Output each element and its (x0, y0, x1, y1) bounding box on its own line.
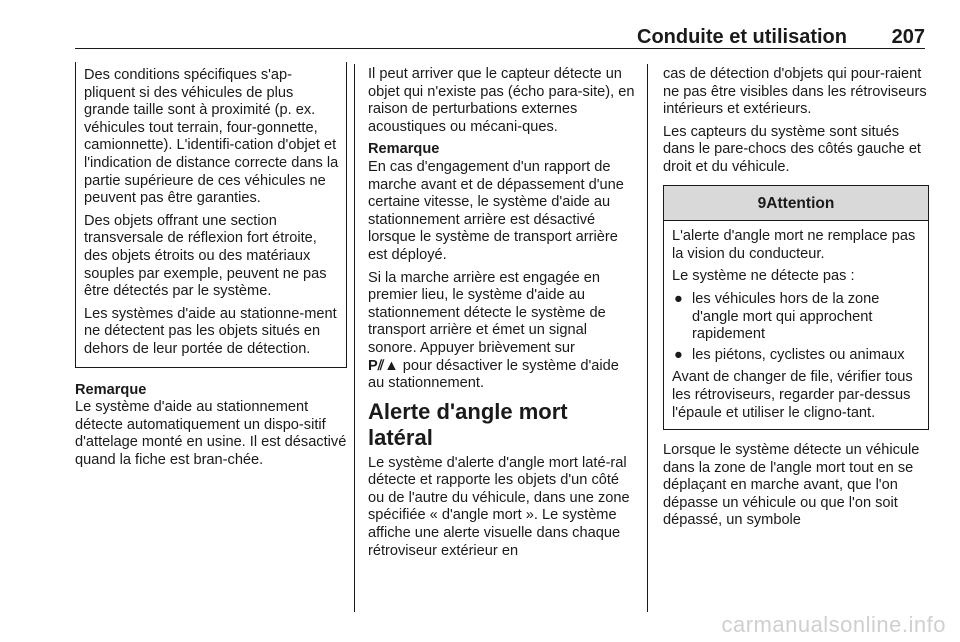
paragraph: Le système ne détecte pas : (672, 268, 855, 285)
warning-body (664, 221, 928, 429)
list-item-text: les piétons, cyclistes ou animaux (692, 346, 905, 363)
paragraph: Le système d'alerte d'angle mort laté-ral détecte et rapporte les objets d'un côté ou de l'autre du véhicule, dans une zone spécifiée « d'angle mort ». Le système affiche une alerte visuelle dans chaque rétroviseur extérieur en (368, 454, 630, 559)
paragraph: Des conditions spécifiques s'ap-pliquent si des véhicules de plus grande taille sont à proximité (p. ex. véhicules tout terrain, four-gonnette, camionnette). L'identifi-cation d'objet et l'indication de distance correcte dans la partie supérieure de ces véhicules ne peuvent pas être garanties. (84, 67, 339, 207)
paragraph: Il peut arriver que le capteur détecte un objet qui n'existe pas (écho para-site), en raison de perturbations externes acoustiques ou mécani-ques. (368, 66, 635, 135)
section-heading: Alerte d'angle mort latéral (368, 398, 568, 450)
paragraph: Les systèmes d'aide au stationne-ment ne détectent pas les objets situés en dehors de leur portée de détection. (84, 305, 337, 357)
remark-text: Le système d'aide au stationnement détecte automatiquement un dispo-sitif d'attelage monté en usine. Il est désactivé quand la fiche est bran-chée. (75, 399, 347, 468)
column-2 (368, 66, 638, 565)
paragraph: Avant de changer de file, vérifier tous les rétroviseurs, regarder par-dessus l'épaule et utiliser le cligno-tant. (672, 369, 913, 421)
page-number: 207 (891, 26, 925, 48)
warning-box (663, 185, 929, 431)
park-assist-icon: P⫽▲ (368, 357, 399, 374)
warning-icon: 9 (757, 194, 767, 212)
remark-heading: Remarque (75, 381, 147, 398)
watermark: carmanualsonline.info (721, 612, 946, 637)
warning-title: Attention (766, 194, 835, 212)
warning-header (664, 186, 928, 222)
remark-text: En cas d'engagement d'un rapport de marche avant et de dépassement d'une certaine vitesse, le système d'aide au stationnement arrière est désactivé lorsque le système de transport arrière est déployé. (368, 158, 624, 263)
bullet-icon: ● (674, 346, 683, 363)
section-title: Conduite et utilisation (637, 26, 847, 48)
column-divider-1 (354, 64, 355, 612)
remark-heading: Remarque (368, 141, 440, 158)
paragraph: L'alerte d'angle mort ne remplace pas la vision du conducteur. (672, 228, 916, 262)
paragraph: cas de détection d'objets qui pour-raient ne pas être visibles dans les rétroviseurs intérieurs et extérieurs. (663, 66, 927, 118)
list-item (672, 347, 920, 365)
paragraph (368, 270, 638, 393)
list-item-text: les véhicules hors de la zone d'angle mort qui approchent rapidement (692, 290, 880, 343)
bullet-list (672, 291, 920, 364)
paragraph: Des objets offrant une section transversale de réflexion fort étroite, des objets étroits ou des matériaux souples par exemple, peuvent ne pas être détectés par le système. (84, 212, 327, 300)
column-3 (663, 66, 929, 535)
paragraph: Les capteurs du système sont situés dans le pare-chocs des côtés gauche et droit et du véhicule. (663, 123, 921, 175)
paragraph-text: pour désactiver le système d'aide au stationnement. (368, 357, 619, 392)
column-1 (75, 62, 347, 474)
column-divider-2 (647, 64, 648, 612)
page-header (75, 26, 925, 49)
paragraph: Lorsque le système détecte un véhicule dans la zone de l'angle mort tout en se déplaçant en marche avant, que l'on dépasse un véhicule ou que l'on soit dépassé, un symbole (663, 442, 920, 529)
bullet-icon: ● (674, 290, 683, 307)
notice-box (75, 62, 347, 368)
list-item (672, 291, 920, 344)
paragraph-text: Si la marche arrière est engagée en premier lieu, le système d'aide au stationnement détecte le système de transport arrière et émet un signal sonore. Appuyer brièvement sur (368, 269, 606, 356)
